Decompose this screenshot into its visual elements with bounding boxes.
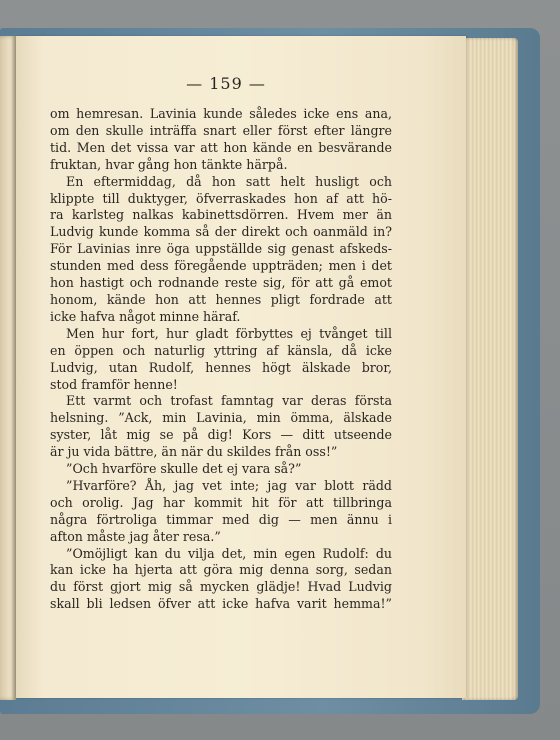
text-line: hon hastigt och rodnande reste sig, för att gå emot (50, 275, 392, 291)
text-line: icke hafva något minne häraf. (50, 308, 241, 324)
text-line: ”Hvarföre? Åh, jag vet inte; jag var blott rädd (66, 477, 392, 493)
page-number: — 159 — (186, 74, 266, 93)
text-line: ”Och hvarföre skulle det ej vara så?” (66, 461, 302, 477)
text-line: fruktan, hvar gång hon tänkte härpå. (50, 156, 288, 172)
text-line: Ett varmt och trofast famntag var deras första (66, 393, 392, 409)
text-line: ”Omöjligt kan du vilja det, min egen Rudolf: du (66, 545, 392, 561)
book-page (16, 36, 466, 698)
text-line: Ludvig, utan Rudolf, hennes högt älskade bror, (50, 359, 392, 375)
text-line: helsning. ”Ack, min Lavinia, min ömma, älskade (50, 410, 392, 426)
text-line: skall bli ledsen öfver att icke hafva varit hemma!” (50, 596, 392, 612)
facing-page-edge (0, 36, 16, 700)
text-line: afton måste jag åter resa.” (50, 528, 221, 544)
text-line: kan icke ha hjerta att göra mig denna sorg, sedan (50, 562, 392, 578)
text-line: du först gjort mig så mycken glädje! Hvad Ludvig (50, 579, 392, 595)
text-line: Ludvig kunde komma så der direkt och oanmäld in? (50, 224, 392, 240)
text-line: stunden med dess föregående uppträden; men i det (50, 258, 392, 274)
text-line: är ju vida bättre, än när du skildes från oss!” (50, 444, 338, 460)
text-line: om den skulle inträffa snart eller först efter längre (50, 122, 392, 138)
text-line: en öppen och naturlig yttring af känsla, då icke (50, 342, 392, 358)
text-line: stod framför henne! (50, 376, 178, 392)
text-line: ra karlsteg nalkas kabinettsdörren. Hvem mer än (50, 207, 392, 223)
text-line: några förtroliga timmar med dig — men ännu i (50, 511, 392, 527)
text-line: Men hur fort, hur gladt förbyttes ej tvånget till (66, 325, 392, 341)
text-line: syster, låt mig se på dig! Kors — ditt utseende (50, 427, 392, 443)
text-line: och orolig. Jag har kommit hit för att tillbringa (50, 494, 392, 510)
text-line: klippte till duktyger, öfverraskades hon af att hö- (50, 190, 392, 206)
text-line: En eftermiddag, då hon satt helt husligt och (66, 173, 392, 189)
text-line: tid. Men det vissa var att hon kände en besvärande (50, 139, 392, 155)
text-line: om hemresan. Lavinia kunde således icke ens ana, (50, 106, 392, 121)
page-edges (462, 38, 518, 700)
text-line: honom, kände hon att hennes pligt fordrade att (50, 291, 392, 307)
text-line: För Lavinias inre öga uppställde sig genast afskeds- (50, 241, 392, 257)
body-text (50, 106, 392, 613)
